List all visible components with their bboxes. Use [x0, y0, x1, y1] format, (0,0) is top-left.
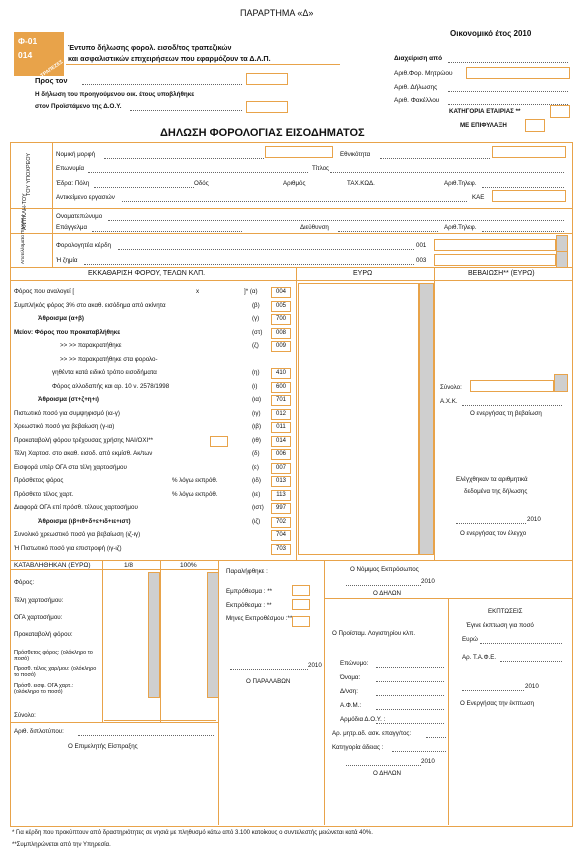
- settlement-row-label: Πρόσθετος φόρος: [14, 477, 64, 484]
- settlement-row-label: >> >> παρακρατήθηκε στα φορολο-: [60, 355, 158, 363]
- profit-field[interactable]: [434, 239, 556, 251]
- settlement-row-suffix: (στ): [252, 328, 263, 336]
- settlement-row-label: Τέλη Χαρτοσ. στο ακαθ. εισοδ. από εκμίσθ. Ακ/των: [14, 450, 153, 457]
- discounts-year: 2010: [525, 683, 539, 690]
- paid-col1: 1/8: [124, 562, 134, 569]
- settlement-row-suffix: (ιθ): [252, 436, 261, 444]
- nationality-field[interactable]: [492, 146, 566, 158]
- settlement-row-label: Συμπλήκός φόρος 3% στο ακαθ. εισόδημα από ακίνητα: [14, 301, 166, 309]
- form-code-top: Φ-01: [18, 36, 38, 46]
- legal-form-label: Νομική μορφή: [56, 151, 96, 158]
- reg-no-label: Αριθ.Φορ. Μητρώου: [394, 70, 453, 77]
- number-label: Αριθμός: [283, 180, 306, 187]
- settlement-row-code: 014: [271, 436, 291, 447]
- paid-row-label: Φόρος:: [14, 579, 35, 586]
- addressee-code-field[interactable]: [246, 73, 288, 85]
- settlement-header: ΕΚΚΑΘΑΡΙΣΗ ΦΟΡΟΥ, ΤΕΛΩΝ ΚΛΠ.: [88, 270, 206, 277]
- paid-col2: 100%: [180, 562, 197, 569]
- legal-form-field[interactable]: [265, 146, 333, 158]
- street-label: Οδός: [194, 180, 209, 187]
- addressee-label: Προς τον: [35, 76, 68, 85]
- form-desc-line1: Έντυπο δήλωσης φορολ. εισοδ/τος τραπεζικών: [68, 43, 232, 52]
- assessment-total-field[interactable]: [470, 380, 554, 392]
- seat-label: Έδρα: Πόλη: [56, 180, 90, 187]
- accountant-row-label: Αρ. μητρ.αδ. ασκ. επαγγ/τος:: [332, 730, 412, 737]
- settlement-row-label: Συνολικό χρεωστικό ποσό για βεβαίωση (ιζ-ιγ): [14, 531, 141, 538]
- paid-row-label: Προκαταβολή φόρου:: [14, 631, 73, 638]
- with-reservation-field[interactable]: [525, 119, 545, 132]
- loss-field[interactable]: [434, 254, 556, 266]
- accountant-row-label: Δ/νση:: [340, 688, 358, 695]
- loss-row-label: Ή ζημία: [56, 257, 78, 264]
- received-on-time: Εμπρόθεσμα : **: [226, 588, 273, 595]
- settlement-row-suffix: (ια): [252, 396, 262, 403]
- declarant: Ο ΔΗΛΩΝ: [373, 590, 402, 597]
- profit-row-code: 001: [416, 242, 427, 249]
- settlement-row-code: 701: [271, 395, 291, 406]
- settlement-row-mid: % λόγω εκπρόθ.: [172, 490, 218, 498]
- settlement-row-code: 006: [271, 449, 291, 460]
- accountant-declarant: Ο ΔΗΛΩΝ: [373, 770, 402, 777]
- settlement-row-suffix: ]* (α): [244, 288, 258, 295]
- phone-label: Αριθ.Τηλεφ.: [444, 180, 477, 187]
- settlement-row-suffix: (ιζ): [252, 517, 261, 525]
- received-on-time-field[interactable]: [292, 585, 310, 596]
- discounts-euro: Ευρώ: [462, 636, 478, 643]
- fiscal-year: Οικονομικό έτος 2010: [450, 29, 532, 38]
- settlement-row-label: Μείον: Φόρος που προκαταβλήθηκε: [14, 328, 121, 336]
- rep-side-label: ΑΝΤΙΚΛΗ-ΤΟΥ: [22, 193, 28, 230]
- legal-rep: Ο Νόμιμος Εκπρόσωπος: [350, 566, 419, 573]
- receipts-no-label: Αριθ. διπλοτύπου:: [14, 728, 64, 735]
- loss-row-code: 003: [416, 257, 427, 264]
- prev-year-doy-field[interactable]: [246, 101, 288, 113]
- settlement-row-code: 011: [271, 422, 291, 433]
- rep-full-name-label: Ονοματεπώνυμο: [56, 213, 103, 220]
- settlement-row-code: 600: [271, 382, 291, 393]
- prev-year-note1: Η δήλωση του προηγούμενου οικ. έτους υποβλήθηκε: [35, 91, 195, 98]
- admin-label: Διαχείριση από: [394, 55, 443, 62]
- form-desc-line2: και ασφαλιστικών επιχειρήσεων που εφαρμόζουν τα Δ.Λ.Π.: [68, 54, 271, 63]
- profit-side-label: Αποτελέσματα ΠΙΝΑΚΑ Ι: [20, 214, 25, 264]
- settlement-row-code: 410: [271, 368, 291, 379]
- paid-row-label: Πρόσθετος φόρος: (ολόκληρο το ποσό): [14, 650, 93, 662]
- settlement-row-code: 703: [271, 544, 291, 555]
- settlement-row-code: 704: [271, 530, 291, 541]
- file-no-label: Αριθ. Φακέλλου: [394, 97, 440, 104]
- paid-total-label: Σύνολο:: [14, 712, 36, 719]
- accountant-row-label: Αρμόδια Δ.Ο.Υ. :: [340, 716, 386, 723]
- paid-row-label: Τέλη χαρτοσήμου:: [14, 597, 64, 604]
- title-label: Τίτλος: [312, 165, 330, 172]
- settlement-row-code: 005: [271, 301, 291, 312]
- settlement-row-label: Προκαταβολή φόρου τρέχουσας χρήσης ΝΑΙ/ΟΧΙ**: [14, 436, 154, 444]
- settlement-row-code: 113: [271, 490, 291, 501]
- settlement-row-suffix: (ζ): [252, 342, 259, 349]
- paid-row-label: Πρόσθ. εισφ. ΟΓΑ χαρτ.: (ολόκληρο το ποσό): [14, 683, 74, 695]
- settlement-row-code: 007: [271, 463, 291, 474]
- settlement-row-label: Άθροισμα (στ+ζ+η+ι): [38, 396, 99, 403]
- received-months-field[interactable]: [292, 616, 310, 627]
- settlement-row-label: γηθέντα κατά ειδικό τρόπο εισοδήματα: [52, 369, 157, 376]
- received-months-late: Μηνες Εκπροθέσμου :**: [226, 615, 293, 622]
- settlement-row-label: Πιστωτικό ποσό για συμψηφισμό (ια-γ): [14, 409, 120, 417]
- name-label: Επωνυμία: [56, 165, 85, 172]
- settlement-row-suffix: (δ): [252, 450, 260, 457]
- reg-no-field[interactable]: [466, 67, 570, 79]
- settlement-row-label: Άθροισμα (ιβ+ιθ+δ+ε+ιδ+ιε+ιστ): [38, 517, 131, 525]
- received-header: Παραλήφθηκε :: [226, 568, 268, 575]
- business-object-label: Αντικείμενο εργασιών: [56, 194, 115, 201]
- settlement-row-code: 004: [271, 287, 291, 298]
- settlement-row-label: Πρόσθετο τέλος χαρτ.: [14, 490, 74, 498]
- settlement-row-label: Ή Πιστωτικό ποσό για επιστροφή (ιγ-ιζ): [14, 544, 122, 552]
- settlement-row-mid: x: [196, 288, 200, 295]
- assessment-total-label: Σύνολο:: [440, 384, 462, 391]
- form-badge-stripe: ΤΡΑΠΕΖΕΣ: [39, 59, 65, 79]
- assessment-header: ΒΕΒΑΙΩΣΗ** (ΕΥΡΩ): [468, 270, 535, 277]
- company-cat-field[interactable]: [550, 105, 570, 118]
- checker-officer: Ο ενεργήσας τον έλεγχο: [460, 530, 527, 537]
- nationality-label: Εθνικότητα: [340, 151, 371, 158]
- settlement-row-code: 997: [271, 503, 291, 514]
- accountant-row-label: Όνομα:: [340, 674, 361, 681]
- settlement-row-suffix: (ιβ): [252, 423, 262, 430]
- settlement-row-label: Εισφορά υπέρ ΟΓΑ στα τέλη χαρτοσήμου: [14, 463, 127, 471]
- footnote-2: **Συμπληρώνεται από την Υπηρεσία.: [12, 842, 111, 848]
- accountant-row-label: Επώνυμο:: [340, 660, 369, 667]
- discounts-line: Έγινε έκπτωση για ποσό: [466, 622, 534, 629]
- settlement-row-label: Χρεωστικό ποσό για βεβαίωση (γ-ια): [14, 423, 115, 430]
- discount-officer: Ο Ενεργήσας την έκπτωση: [460, 700, 534, 707]
- rep-address-label: Διεύθυνση: [300, 224, 329, 231]
- main-title: ΔΗΛΩΣΗ ΦΟΡΟΛΟΓΙΑΣ ΕΙΣΟΔΗΜΑΤΟΣ: [160, 127, 365, 139]
- rep-profession-label: Επάγγελμα: [56, 224, 88, 231]
- settlement-row-code: 009: [271, 341, 291, 352]
- discounts-header: ΕΚΠΤΩΣΕΙΣ: [488, 608, 523, 615]
- settlement-row-suffix: (η): [252, 369, 260, 376]
- decl-no-label: Αριθ. Δήλωσης: [394, 84, 438, 91]
- annex-title: ΠΑΡΑΡΤΗΜΑ «Δ»: [240, 8, 314, 18]
- discounts-tafe: Αρ. Τ.Α.Φ.Ε.: [462, 654, 497, 661]
- accountant-row-label: Κατηγορία άδειας :: [332, 744, 384, 751]
- collection-officer: Ο Επιμελητής Είσπραξης: [68, 743, 138, 750]
- received-year: 2010: [308, 662, 322, 669]
- checked-note2: δεδομένα της δήλωσης: [464, 488, 528, 495]
- settlement-row-code: 013: [271, 476, 291, 487]
- settlement-row-suffix: (ιε): [252, 490, 261, 498]
- euro-amount-column[interactable]: [298, 283, 420, 555]
- settlement-row-label: Φόρος αλλοδαπής και αρ. 10 ν. 2578/1998: [52, 382, 170, 390]
- legal-rep-year: 2010: [421, 578, 435, 585]
- euro-header: ΕΥΡΩ: [353, 270, 373, 277]
- with-reservation-label: ΜΕ ΕΠΙΦΥΛΑΞΗ: [460, 122, 507, 129]
- kad-label: ΚΑΕ: [472, 194, 485, 201]
- settlement-row-code: 702: [271, 517, 291, 528]
- settlement-row-suffix: (ι): [252, 382, 258, 390]
- checked-year: 2010: [527, 516, 541, 523]
- accountant-year: 2010: [421, 758, 435, 765]
- received-late-field[interactable]: [292, 599, 310, 610]
- settlement-row-mid: % λόγω εκπρόθ.: [172, 477, 218, 484]
- kad-field[interactable]: [492, 190, 566, 202]
- received-late: Εκπρόθεσμα : **: [226, 602, 272, 609]
- settlement-row-suffix: (β): [252, 301, 260, 309]
- taxpayer-side-label: ΤΟΥ ΥΠΟΧΡΕΟΥ: [26, 152, 32, 196]
- settlement-row-suffix: (ε): [252, 463, 259, 471]
- settlement-row-code: 008: [271, 328, 291, 339]
- accountant-row-label: Α.Φ.Μ.:: [340, 702, 362, 709]
- settlement-row-label: Φόρος που αναλογεί [: [14, 288, 75, 295]
- paid-header: ΚΑΤΑΒΛΗΘΗΚΑΝ (ΕΥΡΩ): [14, 562, 91, 569]
- accountant: Ο Προϊσταμ. Λογιστηρίου κλπ.: [332, 630, 416, 637]
- company-cat-label: ΚΑΤΗΓΟΡΙΑ ΕΤΑΙΡΙΑΣ **: [449, 108, 521, 115]
- footnote-1: * Για κέρδη που προκύπτουν από δραστηριότητες σε νησιά με πληθυσμό κάτω από 3.100 κατοίκους ο συντελεστής μειώνεται κατά 40%.: [12, 830, 373, 836]
- settlement-row-code: 700: [271, 314, 291, 325]
- paid-row-label: ΟΓΑ χαρτοσήμου:: [14, 614, 63, 621]
- rep-phone-label: Αριθ.Τηλεφ.: [444, 224, 477, 231]
- assessment-officer: Ο ενεργήσας τη βεβαίωση: [470, 410, 542, 417]
- form-badge: [14, 32, 65, 79]
- settlement-row-suffix: (ιγ): [252, 409, 261, 417]
- prev-year-note2: στον Προϊστάμενο της Δ.Ο.Υ.: [35, 103, 122, 110]
- receiver: Ο ΠΑΡΑΛΑΒΩΝ: [246, 678, 291, 685]
- settlement-row-label: >> >> παρακρατήθηκε: [60, 342, 122, 349]
- settlement-row-suffix: (ιδ): [252, 477, 261, 484]
- settlement-row-label: Διαφορά ΟΓΑ επί πρόσθ. τέλους χαρτοσήμου: [14, 504, 138, 511]
- paid-row-label: Προσθ. τέλος χαρ/μου: (ολόκληρο το ποσό): [14, 666, 97, 678]
- settlement-row-suffix: (ιστ): [252, 504, 264, 511]
- checked-note1: Ελέγχθηκαν τα αριθμητικά: [456, 476, 528, 483]
- settlement-row-code: 012: [271, 409, 291, 420]
- profit-row-label: Φορολογητέα κέρδη: [56, 242, 111, 249]
- settlement-row-label: Άθροισμα (α+β): [38, 315, 84, 322]
- advance-tax-yes-no-field[interactable]: [210, 436, 228, 447]
- settlement-row-suffix: (γ): [252, 315, 260, 322]
- postal-label: ΤΑΧ.ΚΩΔ.: [347, 180, 375, 187]
- form-code-bottom: 014: [18, 50, 33, 60]
- assessment-akk-label: Α.Χ.Κ.: [440, 398, 458, 405]
